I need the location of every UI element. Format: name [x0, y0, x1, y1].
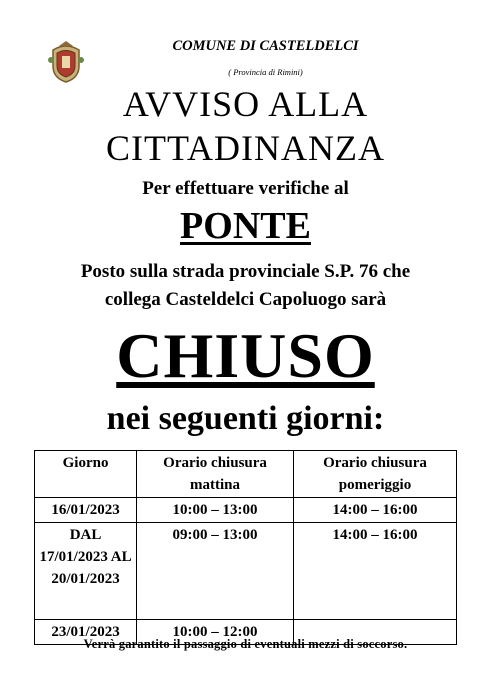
provincia-label: ( Provincia di Rimini) — [228, 67, 303, 77]
table-header-row — [35, 451, 457, 498]
table-row — [35, 498, 457, 523]
notice-title-line-2: CITTADINANZA — [105, 128, 386, 168]
notice-subject: PONTE — [180, 205, 311, 247]
header-pomeriggio: Orario chiusura pomeriggio — [293, 451, 456, 498]
notice-subtitle: Per effettuare verifiche al — [142, 178, 349, 199]
closure-status: CHIUSO — [116, 320, 375, 391]
location-description — [0, 258, 491, 314]
cell-day: 16/01/2023 — [35, 498, 137, 523]
cell-morning: 10:00 – 12:00 — [137, 620, 294, 645]
comune-name: COMUNE DI CASTELDELCI — [172, 38, 359, 54]
closure-schedule-table — [34, 450, 457, 645]
header-giorno: Giorno — [35, 451, 137, 498]
cell-morning: 09:00 – 13:00 — [137, 523, 294, 620]
cell-day: DAL 17/01/2023 AL 20/01/2023 — [35, 523, 137, 620]
notice-title-line-1: AVVISO ALLA — [122, 84, 369, 124]
cell-afternoon: 14:00 – 16:00 — [293, 498, 456, 523]
cell-morning: 10:00 – 13:00 — [137, 498, 294, 523]
table-row — [35, 523, 457, 620]
cell-day: 23/01/2023 — [35, 620, 137, 645]
notice-title — [0, 82, 491, 170]
days-heading: nei seguenti giorni: — [106, 400, 385, 437]
location-line-1: Posto sulla strada provinciale S.P. 76 che — [80, 261, 411, 282]
header-mattina: Orario chiusura mattina — [137, 451, 294, 498]
footer-note: Verrà garantito il passaggio di eventuali mezzi di soccorso. — [83, 637, 408, 651]
cell-afternoon: 14:00 – 16:00 — [293, 523, 456, 620]
location-line-2: collega Casteldelci Capoluogo sarà — [104, 289, 387, 310]
